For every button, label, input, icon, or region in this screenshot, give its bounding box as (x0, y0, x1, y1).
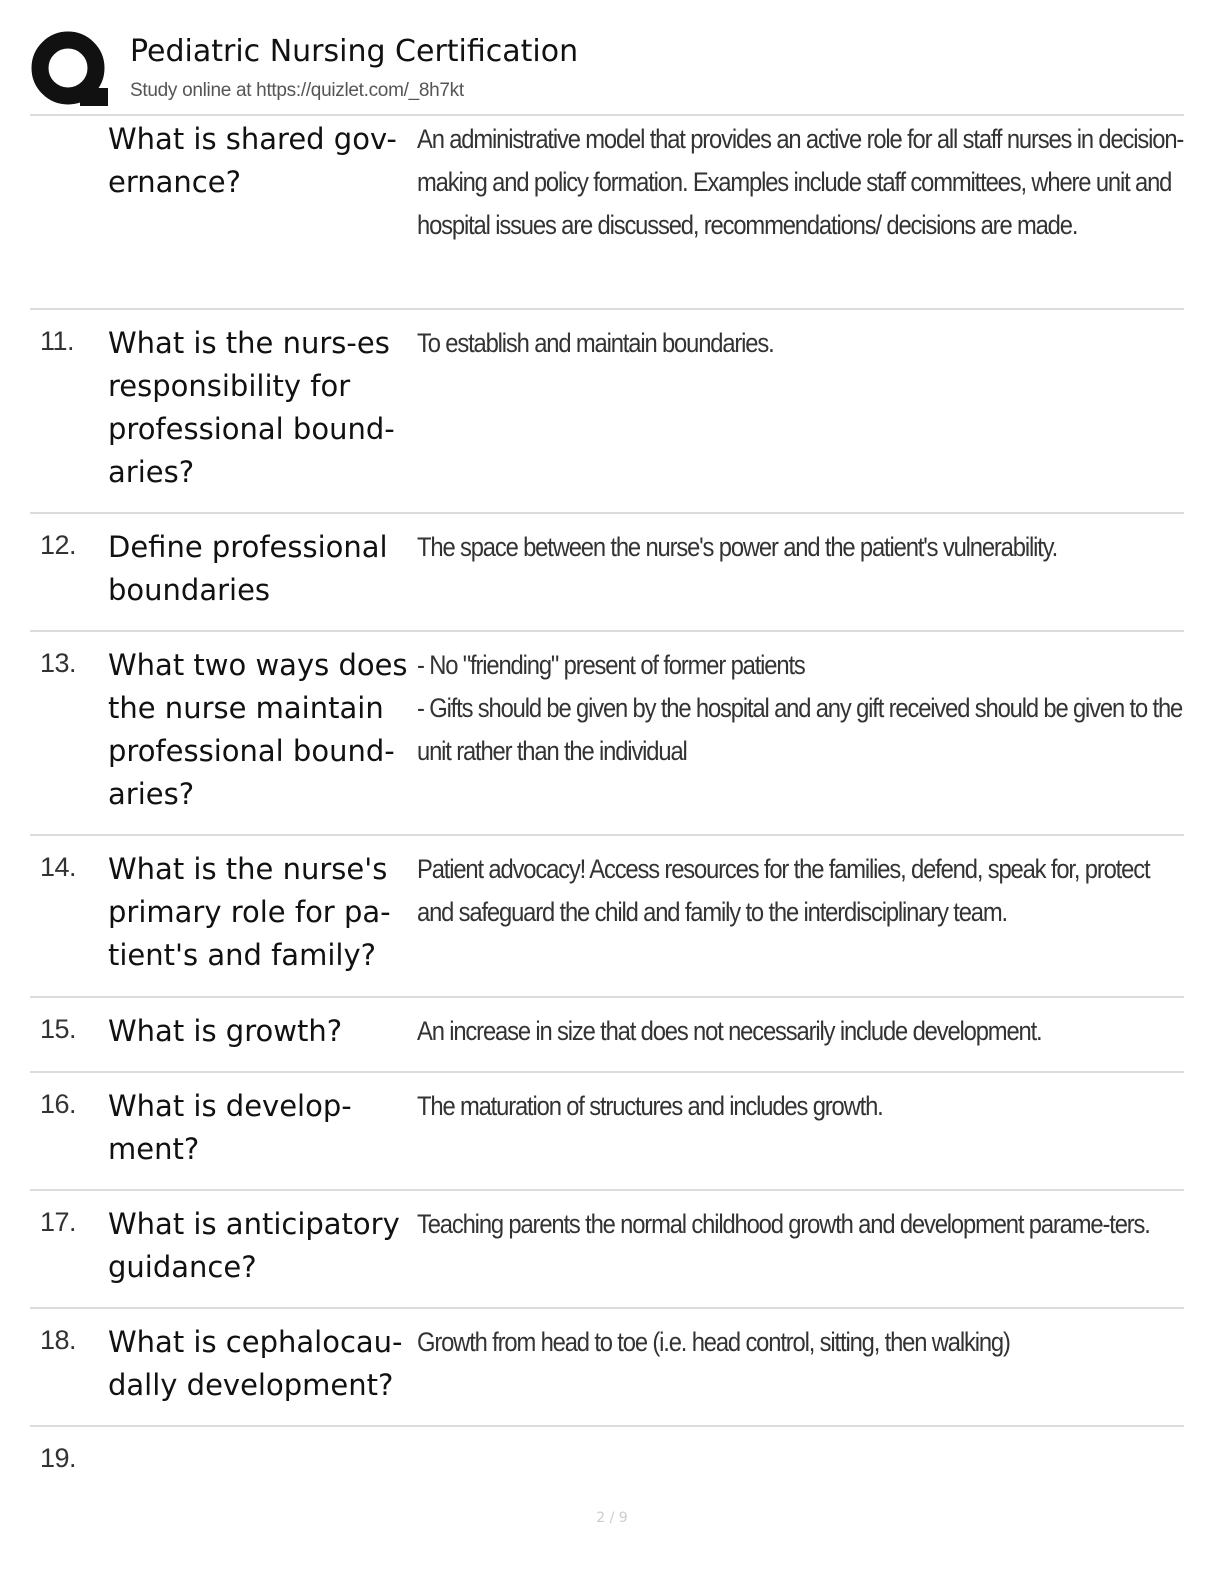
card-number: 16. (40, 1089, 77, 1119)
card-number: 18. (40, 1325, 77, 1355)
table-row (30, 632, 1184, 836)
card-question: What is develop-ment? (108, 1089, 352, 1166)
card-number: 19. (40, 1443, 77, 1473)
card-question: What is the nurs-es responsibility for professional bound-aries? (108, 326, 395, 489)
table-row (30, 310, 1184, 514)
table-row (30, 1427, 1184, 1497)
card-question: Define professional boundaries (108, 530, 388, 607)
card-number: 14. (40, 852, 77, 882)
card-question: What is the nurse's primary role for pa-tient's and family? (108, 852, 391, 972)
page-number: 2 / 9 (596, 1510, 628, 1526)
card-answer: The maturation of structures and includes growth. (417, 1091, 883, 1121)
study-link-text[interactable]: Study online at https://quizlet.com/_8h7kt (130, 80, 464, 101)
table-row (30, 1191, 1184, 1309)
card-answer: - No "friending" present of former patients - Gifts should be given by the hospital and any gift received should be given to the unit rather than the individual (417, 650, 1183, 766)
table-row (30, 514, 1184, 632)
card-number: 12. (40, 530, 77, 560)
flashcard-table (30, 114, 1184, 1497)
card-answer: Patient advocacy! Access resources for the families, defend, speak for, protect and safeguard the child and family to the interdisciplinary team. (417, 854, 1150, 927)
card-number: 13. (40, 648, 77, 678)
card-question: What is cephalocau-dally development? (108, 1325, 403, 1402)
table-row (30, 1309, 1184, 1427)
card-number: 15. (40, 1014, 77, 1044)
card-answer: The space between the nurse's power and the patient's vulnerability. (417, 532, 1058, 562)
card-question: What is anticipatory guidance? (108, 1207, 400, 1284)
table-row (30, 998, 1184, 1073)
page-header (30, 28, 1190, 114)
card-question: What is growth? (108, 1014, 343, 1048)
card-answer: To establish and maintain boundaries. (417, 328, 774, 358)
quizlet-logo-icon (30, 30, 110, 110)
table-row (30, 836, 1184, 998)
table-row (30, 116, 1184, 310)
card-answer: An increase in size that does not necessarily include development. (417, 1016, 1042, 1046)
page-title: Pediatric Nursing Certification (130, 34, 579, 69)
card-answer: Growth from head to toe (i.e. head control, sitting, then walking) (417, 1327, 1010, 1357)
card-question: What is shared gov-ernance? (108, 122, 397, 199)
card-question: What two ways does the nurse maintain professional bound-aries? (108, 648, 408, 811)
card-number: 11. (40, 326, 75, 356)
card-answer: Teaching parents the normal childhood growth and development parame-ters. (417, 1209, 1150, 1239)
table-row (30, 1073, 1184, 1191)
card-answer: An administrative model that provides an active role for all staff nurses in decision-making and policy formation. Examples include staff committees, where unit and hospital issues are discussed, recommendations/ decisions are made. (417, 124, 1184, 240)
card-number: 17. (40, 1207, 77, 1237)
